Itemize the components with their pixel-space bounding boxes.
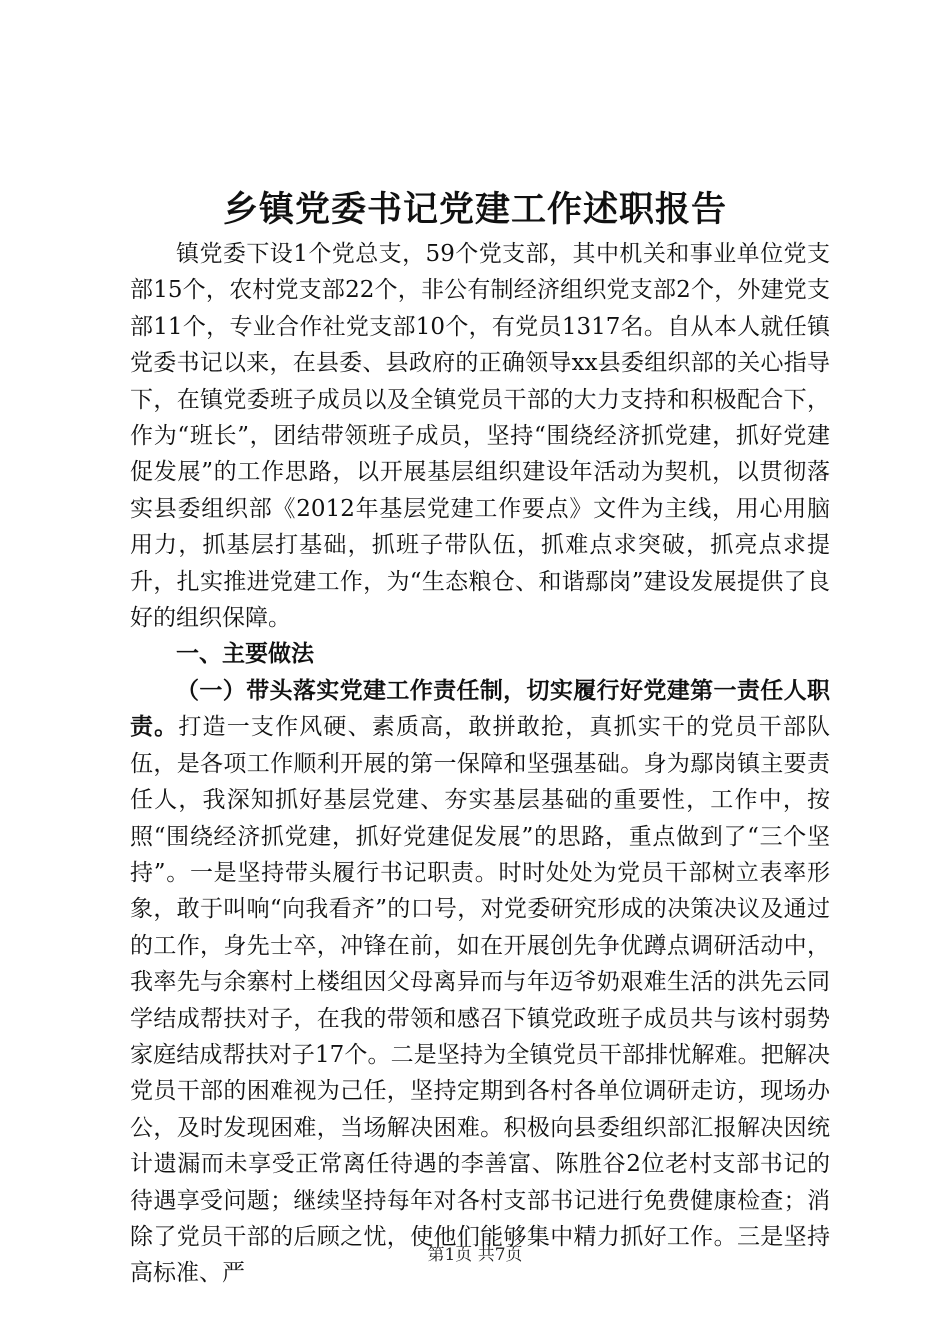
subsection-body: 打造一支作风硬、素质高，敢拼敢抢，真抓实干的党员干部队伍，是各项工作顺利开展的第一保障和坚强基础。身为鄢岗镇主要责任人，我深知抓好基层党建、夯实基层基础的重要性，工作中，按照“围绕经济抓党建，抓好党建促发展”的思路，重点做到了“三个坚持”。一是坚持带头履行书记职责。时时处处为党员干部树立表率形象，敢于叫响“向我看齐”的口号，对党委研究形成的决策决议及通过的工作，身先士卒，冲锋在前，如在开展创先争优蹲点调研活动中，我率先与余寨村上楼组因父母离异而与年迈爷奶艰难生活的洪先云同学结成帮扶对子，在我的带领和感召下镇党政班子成员共与该村弱势家庭结成帮扶对子17个。二是坚持为全镇党员干部排忧解难。把解决党员干部的困难视为己任，坚持定期到各村各单位调研走访，现场办公，及时发现困难，当场解决困难。积极向县委组织部汇报解决因统计遗漏而未享受正常离任待遇的李善富、陈胜谷2位老村支部书记的待遇享受问题；继续坚持每年对各村支部书记进行免费健康检查；消除了党员干部的后顾之忧，使他们能够集中精力抓好工作。三是坚持高标准、严 xyxy=(130,714,831,1287)
subsection-paragraph xyxy=(130,673,830,1292)
document-title: 乡镇党委书记党建工作述职报告 xyxy=(222,190,727,230)
page-number-footer: 第1页 共7页 xyxy=(427,1245,523,1265)
document-body xyxy=(130,236,830,1292)
subsection-heading: （一）带头落实党建工作责任制，切实履行好党建第一责任人职责。 xyxy=(130,677,830,741)
section-heading: 一、主要做法 xyxy=(176,641,314,668)
intro-paragraph: 镇党委下设1个党总支，59个党支部，其中机关和事业单位党支部15个，农村党支部22个，非公有制经济组织党支部2个，外建党支部11个，专业合作社党支部10个，有党员1317名。自从本人就任镇党委书记以来，在县委、县政府的正确领导xx县委组织部的关心指导下，在镇党委班子成员以及全镇党员干部的大力支持和积极配合下，作为“班长”，团结带领班子成员，坚持“围绕经济抓党建，抓好党建促发展”的工作思路，以开展基层组织建设年活动为契机，以贯彻落实县委组织部《2012年基层党建工作要点》文件为主线，用心用脑用力，抓基层打基础，抓班子带队伍，抓难点求突破，抓亮点求提升，扎实推进党建工作，为“生态粮仓、和谐鄢岗”建设发展提供了良好的组织保障。 xyxy=(130,241,830,632)
